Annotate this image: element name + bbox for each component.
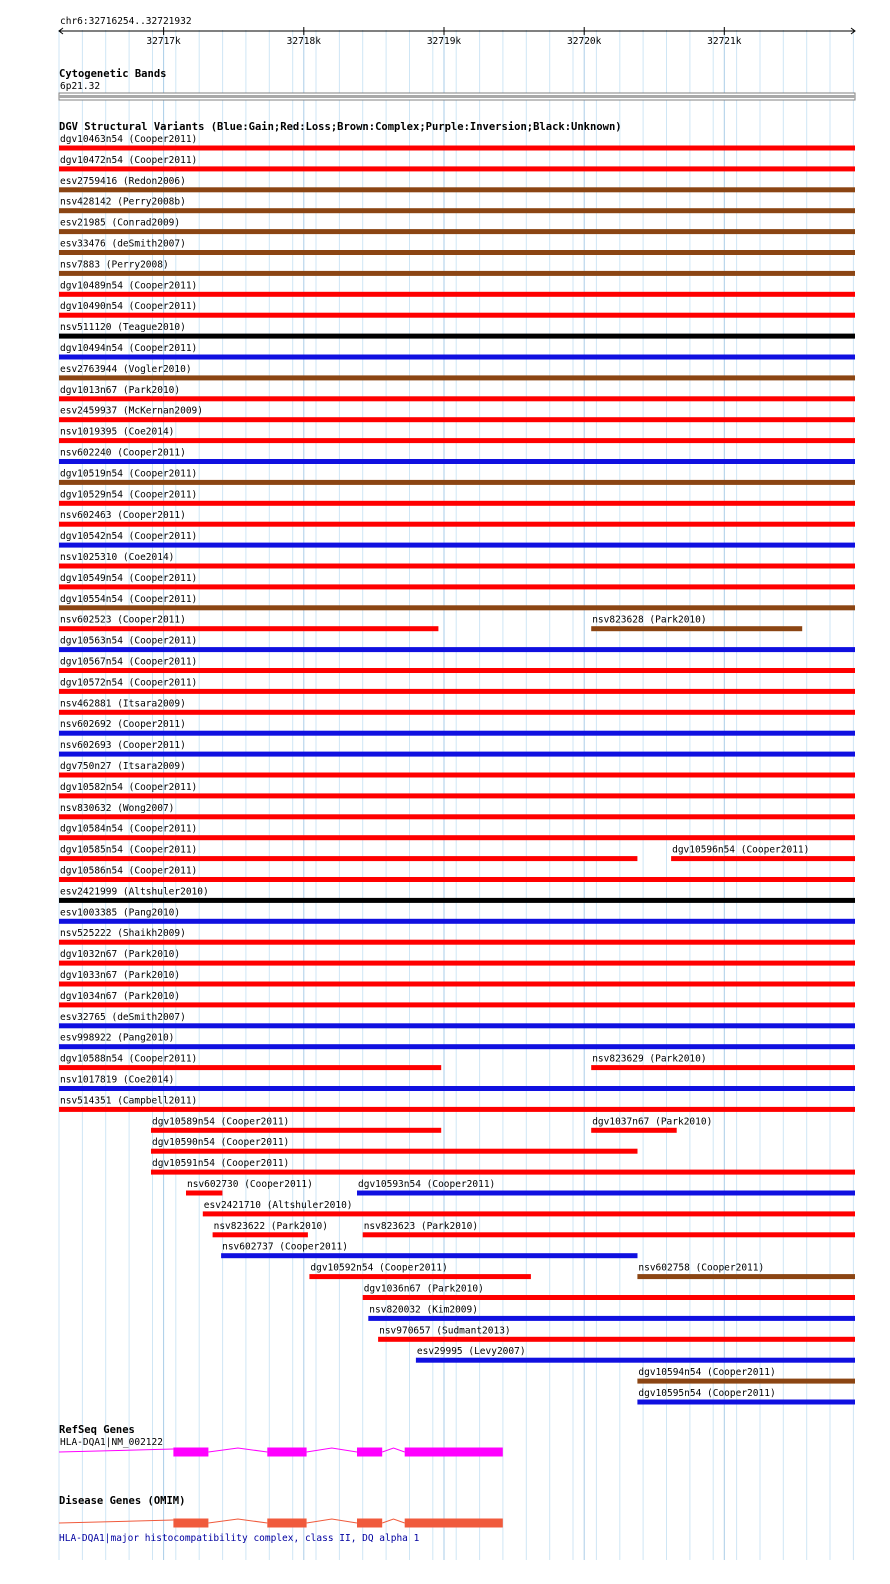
variant-feature[interactable] (59, 552, 855, 569)
variant-feature[interactable] (368, 1304, 855, 1321)
variant-bar[interactable] (59, 166, 855, 171)
variant-bar[interactable] (59, 292, 855, 297)
variant-label[interactable]: dgv10590n54 (Cooper2011) (152, 1137, 290, 1149)
variant-bar[interactable] (151, 1170, 855, 1175)
variant-bar[interactable] (416, 1358, 855, 1363)
variant-bar[interactable] (59, 605, 855, 610)
variant-label[interactable]: dgv1033n67 (Park2010) (60, 970, 181, 981)
variant-label[interactable]: nsv602758 (Cooper2011) (638, 1262, 765, 1274)
variant-feature[interactable] (671, 845, 855, 862)
variant-bar[interactable] (59, 480, 855, 485)
exon-block[interactable] (267, 1519, 306, 1528)
variant-bar[interactable] (59, 375, 855, 380)
variant-bar[interactable] (59, 543, 855, 548)
variant-label[interactable]: dgv10588n54 (Cooper2011) (60, 1053, 198, 1065)
variant-bar[interactable] (59, 1023, 855, 1028)
variant-label[interactable]: dgv10542n54 (Cooper2011) (60, 531, 198, 543)
variant-bar[interactable] (151, 1149, 638, 1154)
ruler-tick-label: 32720k (567, 36, 602, 47)
variant-feature[interactable] (59, 176, 855, 193)
variant-label[interactable]: nsv602523 (Cooper2011) (60, 614, 186, 626)
refseq-gene-model[interactable] (59, 1448, 503, 1457)
variant-label[interactable]: dgv10589n54 (Cooper2011) (152, 1116, 290, 1128)
variant-bar[interactable] (59, 731, 855, 736)
variant-feature[interactable] (363, 1221, 855, 1238)
variant-bar[interactable] (671, 856, 855, 861)
variant-bar[interactable] (59, 647, 855, 652)
variant-bar[interactable] (59, 396, 855, 401)
variant-bar[interactable] (591, 1065, 855, 1070)
cytoband-track-title: Cytogenetic Bands (59, 68, 167, 80)
variant-bar[interactable] (59, 773, 855, 778)
variant-feature[interactable] (59, 719, 855, 736)
ruler-tick-label: 32718k (286, 36, 321, 47)
variant-bar[interactable] (59, 1086, 855, 1091)
omim-track-title: Disease Genes (OMIM) (59, 1495, 186, 1507)
variant-label[interactable]: nsv7883 (Perry2008) (60, 259, 169, 271)
dgv-variant-list (59, 134, 855, 1405)
variant-feature[interactable] (151, 1137, 638, 1154)
variant-label[interactable]: dgv10584n54 (Cooper2011) (60, 823, 198, 835)
variant-bar[interactable] (59, 1044, 855, 1049)
variant-bar[interactable] (59, 1065, 441, 1070)
variant-label[interactable]: nsv602737 (Cooper2011) (222, 1241, 348, 1253)
variant-label[interactable]: dgv1034n67 (Park2010) (60, 990, 181, 1002)
variant-feature[interactable] (221, 1242, 637, 1259)
variant-feature[interactable] (59, 594, 855, 611)
coordinate-ruler (59, 27, 855, 47)
variant-feature[interactable] (203, 1200, 855, 1217)
variant-bar[interactable] (59, 438, 855, 443)
variant-feature[interactable] (59, 949, 855, 966)
variant-feature[interactable] (363, 1284, 855, 1301)
variant-label[interactable]: dgv10519n54 (Cooper2011) (60, 468, 198, 480)
variant-feature[interactable] (59, 615, 438, 632)
variant-bar[interactable] (363, 1295, 855, 1300)
variant-label[interactable]: nsv602692 (Cooper2011) (60, 719, 186, 731)
variant-label[interactable]: dgv10494n54 (Cooper2011) (60, 343, 198, 354)
variant-label[interactable]: nsv602463 (Cooper2011) (60, 510, 186, 522)
variant-feature[interactable] (59, 406, 855, 423)
ruler-tick-label: 32721k (707, 36, 742, 47)
variant-bar[interactable] (59, 961, 855, 966)
variant-label[interactable]: dgv10529n54 (Cooper2011) (60, 489, 198, 501)
exon-block[interactable] (405, 1448, 503, 1457)
variant-bar[interactable] (59, 835, 855, 840)
variant-label[interactable]: dgv10572n54 (Cooper2011) (60, 677, 198, 689)
variant-label[interactable]: dgv1036n67 (Park2010) (363, 1283, 484, 1295)
variant-bar[interactable] (363, 1232, 855, 1237)
variant-bar[interactable] (59, 250, 855, 255)
variant-bar[interactable] (59, 668, 855, 673)
variant-feature[interactable] (591, 1054, 855, 1071)
variant-bar[interactable] (59, 814, 855, 819)
variant-bar[interactable] (59, 334, 855, 339)
variant-label[interactable]: dgv10563n54 (Cooper2011) (60, 635, 198, 647)
variant-feature[interactable] (59, 301, 855, 318)
variant-bar[interactable] (59, 940, 855, 945)
variant-bar[interactable] (59, 313, 855, 318)
region-label: chr6:32716254..32721932 (60, 16, 192, 27)
variant-feature[interactable] (59, 907, 855, 924)
variant-feature[interactable] (59, 824, 855, 841)
variant-label[interactable]: dgv10582n54 (Cooper2011) (60, 781, 198, 793)
variant-label[interactable]: dgv10567n54 (Cooper2011) (60, 656, 198, 668)
ruler-tick-label: 32719k (426, 36, 462, 47)
intron-line (307, 1519, 357, 1523)
variant-feature[interactable] (59, 866, 855, 883)
dgv-track-title: DGV Structural Variants (Blue:Gain;Red:Loss;Brown:Complex;Purple:Inversion;Black:Unknown) (59, 121, 622, 133)
variant-bar[interactable] (59, 187, 855, 192)
variant-feature[interactable] (59, 385, 855, 402)
variant-feature[interactable] (151, 1116, 441, 1133)
variant-feature[interactable] (59, 991, 855, 1008)
variant-bar[interactable] (309, 1274, 531, 1279)
variant-label[interactable]: nsv602730 (Cooper2011) (187, 1179, 313, 1190)
variant-feature[interactable] (59, 970, 855, 987)
variant-label[interactable]: esv2763944 (Vogler2010) (60, 363, 192, 375)
variant-label[interactable]: dgv10592n54 (Cooper2011) (310, 1262, 448, 1274)
variant-label[interactable]: esv29995 (Levy2007) (416, 1346, 526, 1358)
variant-feature[interactable] (59, 155, 855, 172)
variant-bar[interactable] (59, 877, 855, 882)
variant-feature[interactable] (416, 1346, 855, 1363)
variant-bar[interactable] (59, 982, 855, 987)
variant-label[interactable]: dgv10595n54 (Cooper2011) (638, 1388, 776, 1399)
variant-feature[interactable] (59, 803, 855, 820)
cytoband-label: 6p21.32 (60, 81, 101, 92)
variant-label[interactable]: dgv10596n54 (Cooper2011) (672, 844, 810, 856)
variant-feature[interactable] (59, 657, 855, 674)
variant-feature[interactable] (59, 573, 855, 590)
variant-label[interactable]: dgv10585n54 (Cooper2011) (60, 844, 198, 856)
variant-label[interactable]: esv998922 (Pang2010) (60, 1032, 175, 1044)
variant-bar[interactable] (378, 1337, 855, 1342)
variant-label[interactable]: nsv820032 (Kim2009) (369, 1304, 478, 1316)
variant-label[interactable]: nsv428142 (Perry2008b) (60, 196, 186, 208)
omim-gene-description[interactable]: HLA-DQA1|major histocompatibility complex, class II, DQ alpha 1 (59, 1533, 420, 1544)
variant-label[interactable]: dgv10463n54 (Cooper2011) (60, 134, 198, 145)
variant-feature[interactable] (59, 740, 855, 757)
variant-label[interactable]: nsv1025310 (Coe2014) (60, 552, 175, 563)
variant-label[interactable]: dgv10549n54 (Cooper2011) (60, 572, 198, 584)
variant-feature[interactable] (59, 886, 855, 903)
variant-label[interactable]: dgv1032n67 (Park2010) (60, 949, 181, 961)
exon-block[interactable] (405, 1519, 503, 1528)
variant-label[interactable]: dgv10594n54 (Cooper2011) (638, 1367, 776, 1379)
variant-bar[interactable] (151, 1128, 441, 1133)
variant-label[interactable]: nsv830632 (Wong2007) (60, 802, 175, 814)
variant-label[interactable]: nsv1017819 (Coe2014) (60, 1074, 175, 1086)
variant-label[interactable]: esv33476 (deSmith2007) (60, 238, 186, 250)
variant-label[interactable]: nsv970657 (Sudmant2013) (379, 1325, 511, 1337)
variant-bar[interactable] (59, 355, 855, 360)
variant-feature[interactable] (59, 1095, 855, 1112)
variant-feature[interactable] (59, 531, 855, 548)
variant-feature[interactable] (59, 1012, 855, 1029)
variant-label[interactable]: esv2421710 (Altshuler2010) (203, 1199, 353, 1211)
variant-feature[interactable] (59, 280, 855, 297)
variant-bar[interactable] (59, 564, 855, 569)
cytoband-fill (59, 95, 855, 98)
variant-label[interactable]: dgv10489n54 (Cooper2011) (60, 280, 198, 292)
variant-feature[interactable] (59, 1075, 855, 1092)
variant-bar[interactable] (368, 1316, 855, 1321)
variant-bar[interactable] (59, 626, 438, 631)
variant-bar[interactable] (221, 1253, 637, 1258)
intron-line (307, 1448, 357, 1452)
variant-bar[interactable] (591, 626, 802, 631)
variant-feature[interactable] (59, 761, 855, 778)
variant-feature[interactable] (59, 698, 855, 715)
variant-label[interactable]: nsv823622 (Park2010) (213, 1220, 328, 1232)
variant-bar[interactable] (203, 1211, 855, 1216)
variant-feature[interactable] (637, 1263, 855, 1280)
exon-block[interactable] (357, 1519, 382, 1528)
variant-bar[interactable] (59, 793, 855, 798)
variant-feature[interactable] (59, 427, 855, 444)
variant-bar[interactable] (59, 271, 855, 276)
refseq-gene-label[interactable]: HLA-DQA1|NM_002122 (60, 1437, 163, 1448)
variant-label[interactable]: esv2759416 (Redon2006) (60, 175, 186, 187)
variant-feature[interactable] (59, 197, 855, 214)
variant-bar[interactable] (59, 752, 855, 757)
refseq-track-title: RefSeq Genes (59, 1424, 135, 1436)
variant-bar[interactable] (59, 710, 855, 715)
gene-line (59, 1449, 173, 1452)
variant-feature[interactable] (59, 510, 855, 527)
variant-feature[interactable] (59, 845, 637, 862)
variant-bar[interactable] (59, 1002, 855, 1007)
variant-label[interactable]: nsv1019395 (Coe2014) (60, 426, 175, 438)
variant-feature[interactable] (591, 615, 802, 632)
variant-bar[interactable] (59, 501, 855, 506)
variant-label[interactable]: dgv1013n67 (Park2010) (60, 384, 181, 396)
variant-bar[interactable] (59, 208, 855, 213)
variant-feature[interactable] (59, 1054, 441, 1071)
variant-feature[interactable] (357, 1179, 855, 1196)
variant-bar[interactable] (59, 856, 637, 861)
variant-label[interactable]: esv2459937 (McKernan2009) (60, 405, 203, 417)
variant-feature[interactable] (59, 782, 855, 799)
gene-line (59, 1520, 173, 1523)
variant-feature[interactable] (59, 448, 855, 465)
variant-bar[interactable] (591, 1128, 677, 1133)
variant-bar[interactable] (59, 146, 855, 151)
variant-bar[interactable] (213, 1232, 308, 1237)
variant-label[interactable]: nsv823628 (Park2010) (592, 614, 707, 626)
variant-feature[interactable] (59, 322, 855, 339)
variant-bar[interactable] (59, 898, 855, 903)
exon-block[interactable] (173, 1519, 208, 1528)
exon-block[interactable] (173, 1448, 208, 1457)
omim-gene-model[interactable] (59, 1519, 503, 1528)
variant-label[interactable]: dgv10554n54 (Cooper2011) (60, 593, 198, 605)
intron-line (208, 1519, 267, 1523)
variant-label[interactable]: dgv10591n54 (Cooper2011) (152, 1158, 290, 1170)
variant-label[interactable]: nsv514351 (Campbell2011) (60, 1095, 198, 1107)
variant-bar[interactable] (59, 522, 855, 527)
ruler-tick-label: 32717k (146, 36, 181, 47)
variant-bar[interactable] (637, 1379, 855, 1384)
variant-feature[interactable] (59, 928, 855, 945)
variant-label[interactable]: esv32765 (deSmith2007) (60, 1011, 186, 1023)
variant-label[interactable]: nsv823623 (Park2010) (363, 1220, 479, 1232)
variant-feature[interactable] (59, 343, 855, 360)
variant-feature[interactable] (59, 218, 855, 235)
variant-bar[interactable] (637, 1274, 855, 1279)
variant-label[interactable]: dgv1037n67 (Park2010) (592, 1116, 713, 1128)
variant-feature[interactable] (59, 677, 855, 694)
variant-feature[interactable] (309, 1263, 531, 1280)
variant-bar[interactable] (59, 584, 855, 589)
variant-label[interactable]: esv2421999 (Altshuler2010) (60, 886, 209, 898)
variant-label[interactable]: dgv10490n54 (Cooper2011) (60, 301, 198, 313)
variant-bar[interactable] (59, 689, 855, 694)
variant-label[interactable]: dgv10593n54 (Cooper2011) (358, 1179, 496, 1190)
variant-label[interactable]: nsv602240 (Cooper2011) (60, 447, 186, 459)
variant-label[interactable]: dgv10586n54 (Cooper2011) (60, 865, 198, 877)
variant-bar[interactable] (186, 1191, 222, 1196)
variant-feature[interactable] (59, 239, 855, 256)
variant-label[interactable]: nsv602693 (Cooper2011) (60, 740, 186, 752)
variant-label[interactable]: nsv525222 (Shaikh2009) (60, 928, 186, 940)
variant-feature[interactable] (213, 1221, 328, 1238)
variant-bar[interactable] (59, 919, 855, 924)
variant-label[interactable]: nsv823629 (Park2010) (592, 1053, 707, 1065)
variant-feature[interactable] (59, 489, 855, 506)
variant-feature[interactable] (59, 1033, 855, 1050)
variant-bar[interactable] (637, 1400, 855, 1405)
variant-label[interactable]: esv21985 (Conrad2009) (60, 217, 181, 229)
variant-bar[interactable] (59, 229, 855, 234)
variant-feature[interactable] (637, 1367, 855, 1384)
variant-bar[interactable] (59, 459, 855, 464)
variant-feature[interactable] (591, 1116, 712, 1133)
exon-block[interactable] (357, 1448, 382, 1457)
variant-feature[interactable] (59, 259, 855, 276)
variant-feature[interactable] (186, 1179, 313, 1196)
variant-bar[interactable] (59, 417, 855, 422)
exon-block[interactable] (267, 1448, 306, 1457)
variant-bar[interactable] (59, 1107, 855, 1112)
variant-label[interactable]: nsv462881 (Itsara2009) (60, 698, 186, 710)
variant-label[interactable]: esv1003385 (Pang2010) (60, 907, 181, 919)
variant-bar[interactable] (357, 1191, 855, 1196)
variant-label[interactable]: dgv10472n54 (Cooper2011) (60, 154, 198, 166)
variant-feature[interactable] (59, 364, 855, 381)
variant-feature[interactable] (59, 134, 855, 151)
intron-line (208, 1448, 267, 1452)
variant-feature[interactable] (637, 1388, 855, 1405)
variant-label[interactable]: nsv511120 (Teague2010) (60, 322, 186, 334)
variant-feature[interactable] (59, 468, 855, 485)
variant-label[interactable]: dgv750n27 (Itsara2009) (60, 761, 186, 772)
variant-feature[interactable] (59, 636, 855, 653)
